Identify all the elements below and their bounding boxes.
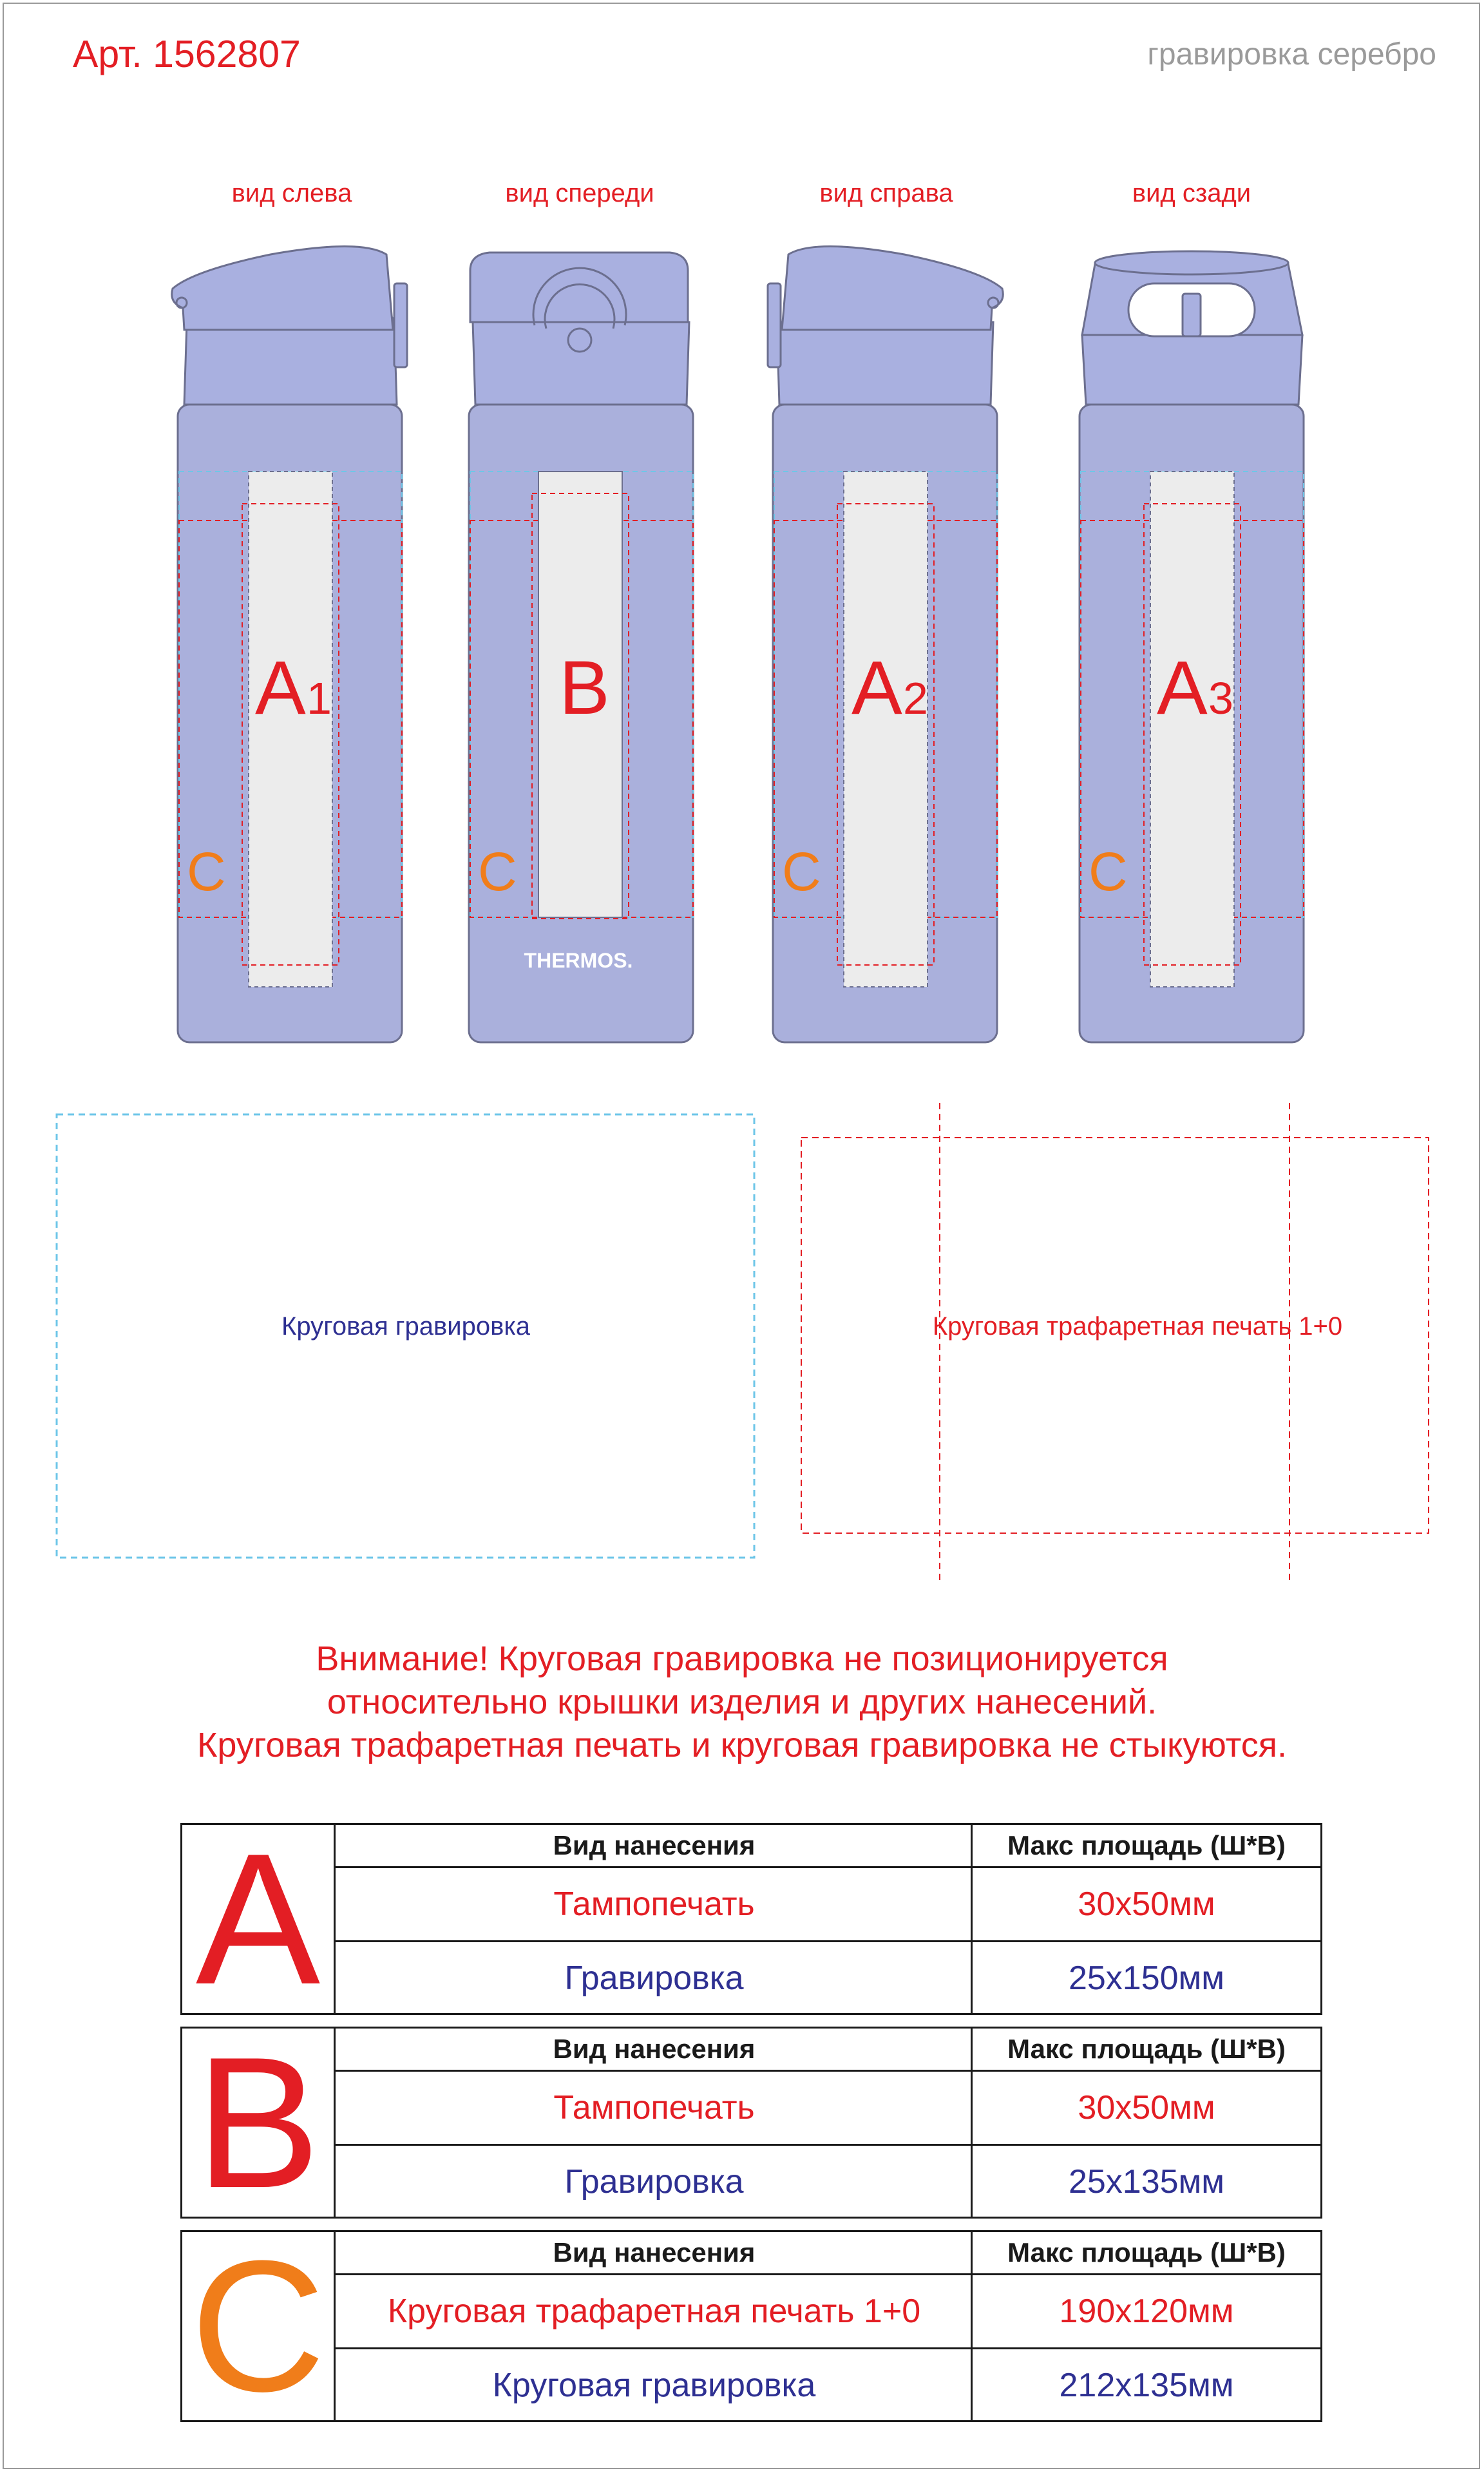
- warning-line-3: Круговая трафаретная печать и круговая гравировка не стыкуются.: [196, 1726, 1288, 1764]
- area-cell: 30x50мм: [1078, 1886, 1215, 1923]
- view-label-right: вид справа: [819, 179, 953, 207]
- bottle-left-view: [172, 247, 407, 1043]
- area-header: Макс площадь (Ш*В): [1007, 2034, 1286, 2064]
- zone-letter-c: C: [1089, 841, 1128, 902]
- spec-table-a: [180, 1815, 1322, 2023]
- bottle-lid: [1082, 335, 1302, 405]
- zone-letter-c: C: [187, 841, 226, 902]
- area-cell: 212x135мм: [1059, 2367, 1234, 2404]
- lock-button-icon: [768, 283, 781, 367]
- spec-table-c: [180, 2222, 1322, 2430]
- spec-table-b: [180, 2018, 1322, 2227]
- screen-print-layout-caption: Круговая трафаретная печать 1+0: [932, 1312, 1343, 1341]
- spec-letter: B: [182, 2029, 336, 2217]
- brand-logo: THERMOS.: [524, 949, 633, 972]
- area-header: Макс площадь (Ш*В): [1007, 2237, 1286, 2268]
- bottle-lid: [777, 322, 993, 405]
- engraving-layout-caption: Круговая гравировка: [281, 1312, 530, 1341]
- bottle-cap: [172, 247, 393, 330]
- method-header: Вид нанесения: [553, 1830, 756, 1860]
- method-header: Вид нанесения: [553, 2237, 756, 2268]
- bottle-right-view: [768, 247, 1003, 1043]
- method-cell: Гравировка: [564, 1960, 744, 1997]
- warning-line-1: Внимание! Круговая гравировка не позиционируется: [316, 1639, 1168, 1678]
- bottle-cap: [470, 253, 688, 322]
- method-header: Вид нанесения: [553, 2034, 756, 2064]
- zone-letter-a1: A: [255, 645, 306, 730]
- zone-letter-c: C: [782, 841, 821, 902]
- bottle-front-view: [469, 253, 693, 1042]
- method-cell: Круговая гравировка: [492, 2367, 816, 2404]
- spec-letter: A: [182, 1825, 336, 2013]
- view-label-left: вид слева: [231, 179, 352, 207]
- zone-letter-b: B: [559, 645, 610, 730]
- area-cell: 25x150мм: [1068, 1960, 1225, 1997]
- view-label-back: вид сзади: [1132, 179, 1251, 207]
- warning-note: [0, 1638, 1484, 1767]
- area-cell: 25x135мм: [1068, 2163, 1225, 2201]
- lock-button-icon: [394, 283, 407, 367]
- bottle-back-view: [1080, 251, 1304, 1042]
- method-cell: Гравировка: [564, 2163, 744, 2201]
- zone-subscript-2: 2: [903, 673, 928, 723]
- bottle-lid: [473, 322, 689, 405]
- spec-letter: C: [182, 2232, 336, 2420]
- finish-label: гравировка серебро: [1147, 37, 1436, 72]
- method-cell: Круговая трафаретная печать 1+0: [387, 2293, 921, 2330]
- area-cell: 30x50мм: [1078, 2089, 1215, 2126]
- bottle-views: [0, 238, 1484, 1050]
- area-cell: 190x120мм: [1059, 2293, 1234, 2330]
- method-cell: Тампопечать: [553, 2089, 755, 2126]
- zone-letter-c: C: [478, 841, 517, 902]
- latch-icon: [1183, 294, 1201, 336]
- cap-top: [1095, 251, 1288, 274]
- zone-subscript-1: 1: [307, 673, 332, 723]
- view-label-front: вид спереди: [505, 179, 654, 207]
- zone-letter-a3: A: [1157, 645, 1208, 730]
- bottle-cap: [782, 247, 1003, 330]
- warning-line-2: относительно крышки изделия и других нанесений.: [327, 1683, 1157, 1721]
- zone-subscript-3: 3: [1208, 673, 1233, 723]
- method-cell: Тампопечать: [553, 1886, 755, 1923]
- area-header: Макс площадь (Ш*В): [1007, 1830, 1286, 1860]
- zone-letter-a2: A: [851, 645, 902, 730]
- article-number: Арт. 1562807: [73, 33, 301, 75]
